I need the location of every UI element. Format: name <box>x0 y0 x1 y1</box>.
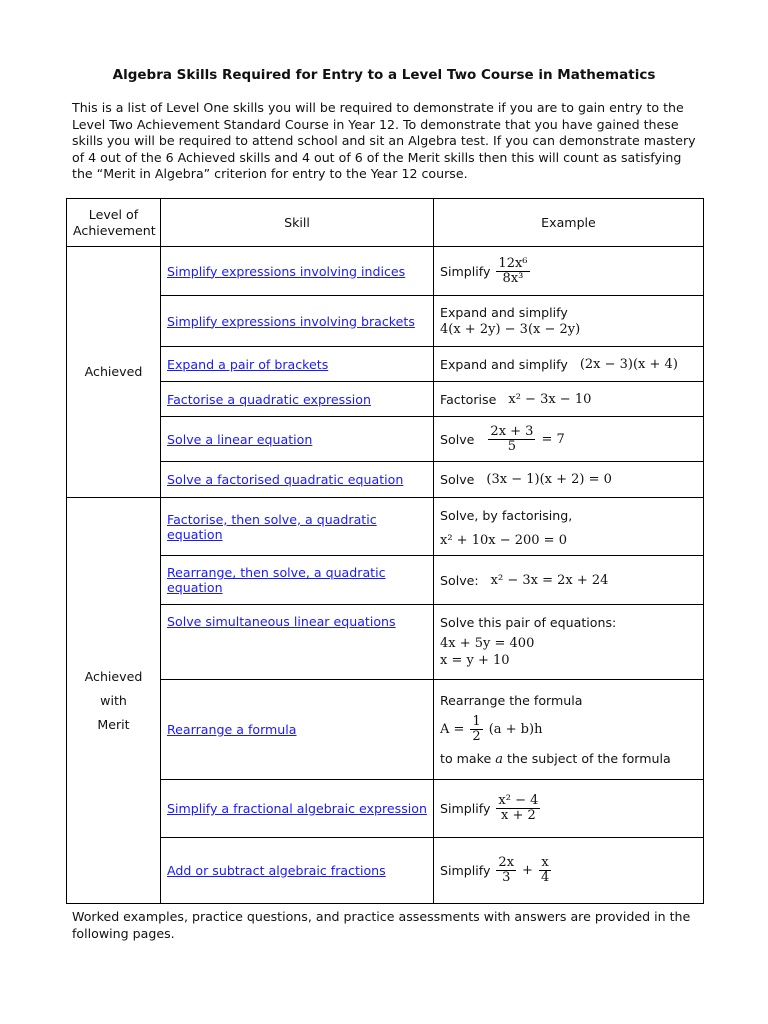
skill-link-brackets[interactable]: Simplify expressions involving brackets <box>167 313 415 329</box>
fraction: $\frac{\text{x² − 4}}{x + 2}$ <box>498 793 539 823</box>
table-row: Solve a factorised quadratic equation Solve (3x − 1)(x + 2) = 0 <box>67 462 704 498</box>
fraction: $\frac{2x + 3}{5}$ <box>490 423 534 454</box>
header-example: Example <box>434 199 704 247</box>
math-expression: (2x − 3)(x + 4) <box>579 356 678 372</box>
skill-link-factorise-solve[interactable]: Factorise, then solve, a quadratic equation <box>167 511 377 542</box>
skill-link-factorised-quadratic[interactable]: Solve a factorised quadratic equation <box>167 472 404 487</box>
math-expression: x² + 10x − 200 = 0 <box>440 533 567 548</box>
header-level: Level of Achievement <box>67 199 161 247</box>
skill-link-rearrange-formula[interactable]: Rearrange a formula <box>167 722 297 737</box>
skills-table <box>66 198 704 904</box>
fraction: $\frac{x}{4}$ <box>540 855 550 885</box>
math-expression: 4(x + 2y) − 3(x − 2y) <box>440 322 581 337</box>
equation-2: x = y + 10 <box>440 653 510 668</box>
table-row: Add or subtract algebraic fractions Simplify $\frac{2x}{3}$ + $\frac{x}{4}$ <box>67 838 704 904</box>
page-title: Algebra Skills Required for Entry to a Level Two Course in Mathematics <box>112 67 656 83</box>
table-row: Rearrange, then solve, a quadratic equation Solve: x² − 3x = 2x + 24 <box>67 556 704 605</box>
table-row: Factorise a quadratic expression Factorise x² − 3x − 10 <box>67 382 704 417</box>
skill-link-simultaneous[interactable]: Solve simultaneous linear equations <box>167 614 396 629</box>
table-row: Solve simultaneous linear equations Solve this pair of equations: 4x + 5y = 400 x = y + 10 <box>67 605 704 680</box>
table-header-row <box>67 199 704 247</box>
fraction: $\frac{2x}{3}$ <box>498 855 515 885</box>
equation-1: 4x + 5y = 400 <box>440 636 535 651</box>
intro-line: This is a list of Level One skills you will be required to demonstrate if you are to gain entry to the <box>72 100 684 115</box>
table-row: Simplify expressions involving brackets Expand and simplify 4(x + 2y) − 3(x − 2y) <box>67 296 704 347</box>
table-row: Achieved with Merit Factorise, then solve, a quadratic equation Solve, by factorising, x² + 10x − 200 = 0 <box>67 498 704 556</box>
header-skill: Skill <box>161 199 434 247</box>
skill-link-expand-pair[interactable]: Expand a pair of brackets <box>167 356 329 372</box>
math-expression: x² − 3x = 2x + 24 <box>490 572 609 588</box>
skill-link-factorise[interactable]: Factorise a quadratic expression <box>167 391 371 407</box>
math-expression: (3x − 1)(x + 2) = 0 <box>486 472 612 487</box>
intro-line: the “Merit in Algebra” criterion for entry to the Year 12 course. <box>72 166 468 182</box>
intro-line: skills you will be required to attend school and sit an Algebra test. If you can demonstrate mastery <box>72 133 696 149</box>
math-expression: A = $\frac{1}{2}$ (a + b)h <box>440 713 543 744</box>
intro-paragraph <box>72 100 697 183</box>
table-row: Solve a linear equation Solve $\frac{2x + 3}{5}$ = 7 <box>67 417 704 462</box>
intro-line: of 4 out of the 6 Achieved skills and 4 out of 6 of the Merit skills then this will count as satisfying <box>72 149 682 165</box>
intro-line: Level Two Achievement Standard Course in Year 12. To demonstrate that you have gained these <box>72 116 679 132</box>
math-expression: x² − 3x − 10 <box>508 391 592 407</box>
level-merit: Achieved with Merit <box>67 498 161 904</box>
table-row: Expand a pair of brackets Expand and simplify (2x − 3)(x + 4) <box>67 347 704 382</box>
skill-link-rearrange-solve[interactable]: Rearrange, then solve, a quadratic equation <box>167 565 386 595</box>
fraction: $\frac{\text{12x⁶}}{\text{8x³}}$ <box>498 255 528 286</box>
skill-link-indices[interactable]: Simplify expressions involving indices <box>167 263 406 279</box>
skill-link-fractional-expression[interactable]: Simplify a fractional algebraic expression <box>167 801 427 816</box>
table-row: Achieved Simplify expressions involving indices Simplify $\frac{\text{12x⁶}}{\text{8x³}}$ <box>67 247 704 296</box>
table-row: Simplify a fractional algebraic expression Simplify $\frac{\text{x² − 4}}{x + 2}$ <box>67 780 704 838</box>
footer-note: Worked examples, practice questions, and practice assessments with answers are provided in the following pages. <box>72 909 691 941</box>
skill-link-linear-equation[interactable]: Solve a linear equation <box>167 431 313 447</box>
skill-link-algebraic-fractions[interactable]: Add or subtract algebraic fractions <box>167 863 386 878</box>
table-row: Rearrange a formula Rearrange the formula A = $\frac{1}{2}$ (a + b)h to make a the subject of the formula <box>67 680 704 780</box>
level-achieved: Achieved <box>67 247 161 498</box>
